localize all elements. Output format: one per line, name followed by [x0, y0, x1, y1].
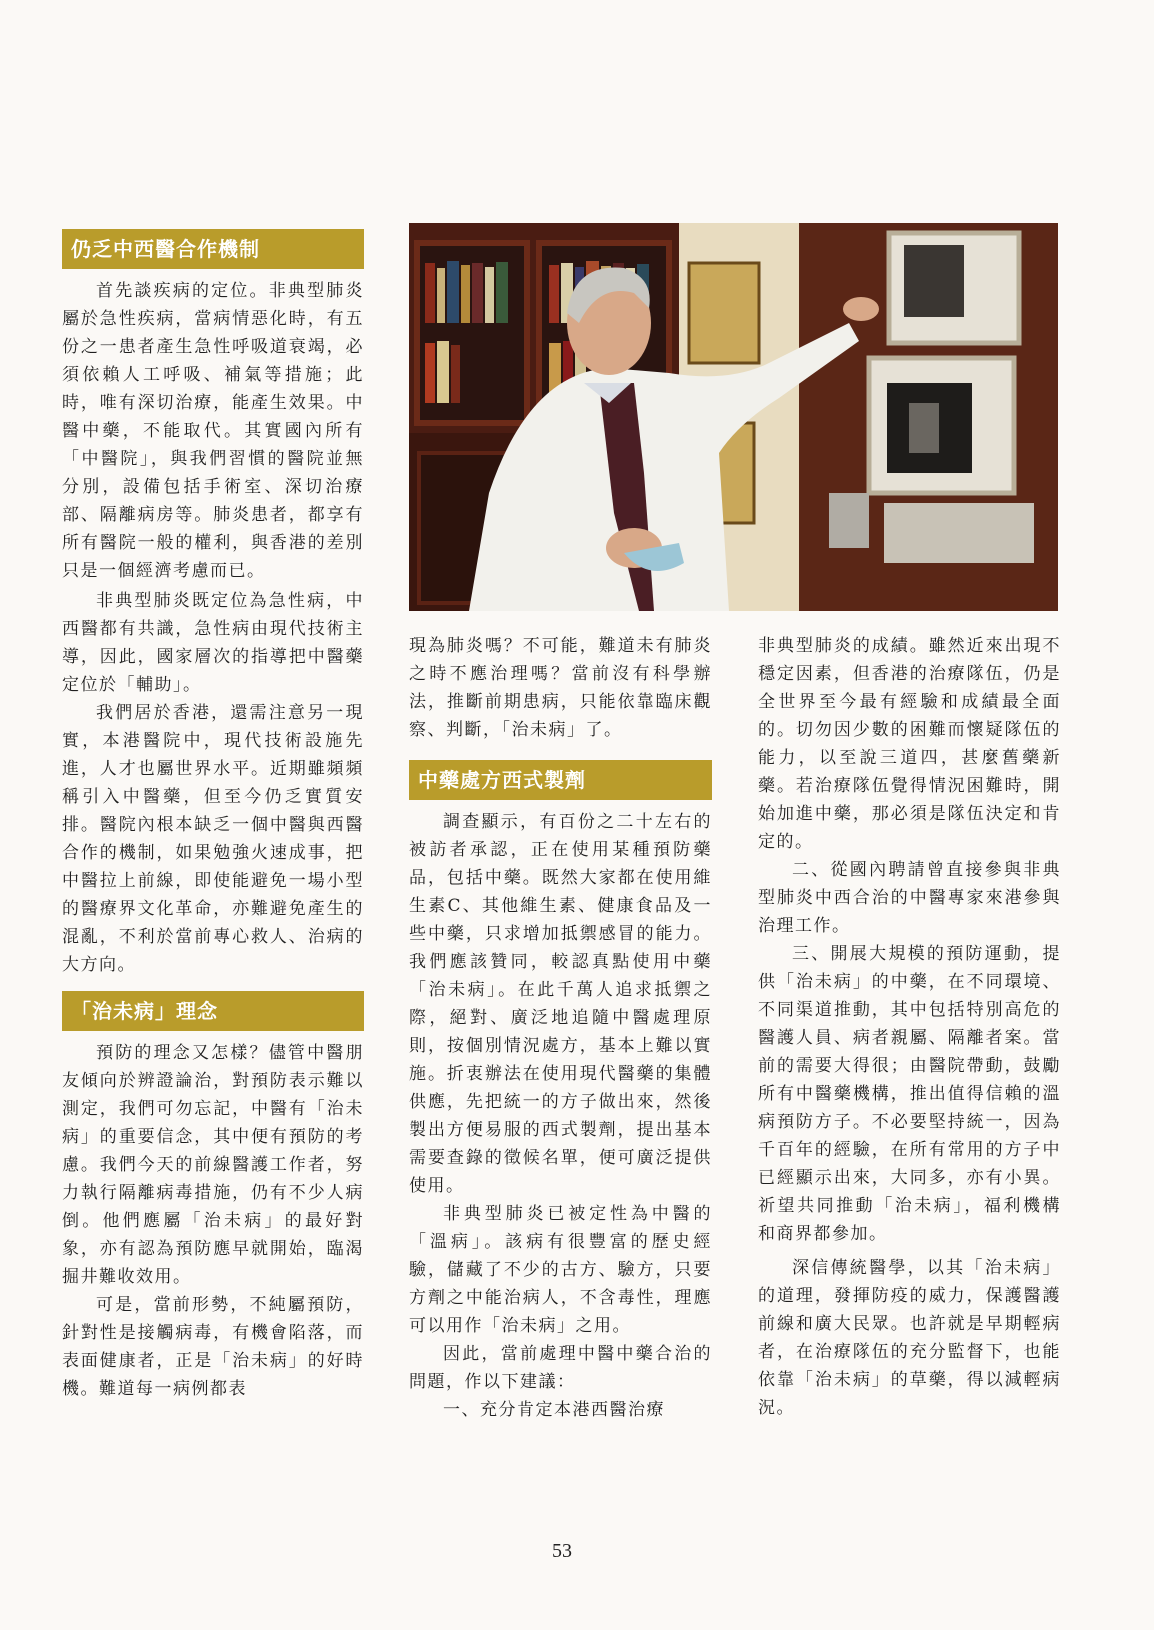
column-left [62, 225, 364, 1403]
column-right [758, 632, 1061, 1422]
body-paragraph: 二、從國內聘請曾直接參與非典型肺炎中西合治的中醫專家來港參與治理工作。 [758, 860, 1061, 936]
page-number: 53 [552, 1540, 572, 1562]
section-heading-prevention: 「治未病」理念 [62, 991, 364, 1031]
body-paragraph: 首先談疾病的定位。非典型肺炎屬於急性疾病，當病情惡化時，有五份之一患者產生急性呼吸道衰竭，必須依賴人工呼吸、補氣等措施；此時，唯有深切治療，能產生效果。中醫中藥，不能取代。其實國內所有「中醫院」，與我們習慣的醫院並無分別，設備包括手術室、深切治療部、隔離病房等。肺炎患者，都享有所有醫院一般的權利，與香港的差別只是一個經濟考慮而已。 [62, 281, 364, 581]
article-photo [409, 223, 1058, 611]
body-paragraph: 非典型肺炎既定位為急性病，中西醫都有共識，急性病由現代技術主導，因此，國家層次的指導把中醫藥定位於「輔助」。 [62, 591, 364, 695]
body-paragraph: 我們居於香港，還需注意另一現實，本港醫院中，現代技術設施先進，人才也屬世界水平。近期雖頻頻稱引入中醫藥，但至今仍乏實質安排。醫院內根本缺乏一個中醫與西醫合作的機制，如果勉強火速成事，把中醫拉上前線，即使能避免一場小型的醫療界文化革命，亦難避免產生的混亂，不利於當前專心救人、治病的大方向。 [62, 703, 364, 975]
body-paragraph: 三、開展大規模的預防運動，提供「治未病」的中藥，在不同環境、不同渠道推動，其中包括特別高危的醫護人員、病者親屬、隔離者案。當前的需要大得很；由醫院帶動，鼓勵所有中醫藥機構，推出值得信賴的溫病預防方子。不必要堅持統一，因為千百年的經驗，在所有常用的方子中已經顯示出來，大同多，亦有小異。祈望共同推動「治未病」，福利機構和商界都參加。 [758, 944, 1061, 1244]
body-paragraph: 現為肺炎嗎？不可能，難道未有肺炎之時不應治理嗎？當前沒有科學辦法，推斷前期患病，只能依靠臨床觀察、判斷，「治未病」了。 [409, 636, 712, 740]
body-paragraph: 因此，當前處理中醫中藥合治的問題，作以下建議： [409, 1344, 712, 1392]
body-paragraph: 非典型肺炎的成績。雖然近來出現不穩定因素，但香港的治療隊伍，仍是全世界至今最有經驗和成績最全面的。切勿因少數的困難而懷疑隊伍的能力，以至說三道四，甚麼舊藥新藥。若治療隊伍覺得情況困難時，開始加進中藥，那必須是隊伍決定和肯定的。 [758, 636, 1061, 852]
column-middle [409, 632, 712, 1424]
section-heading-cooperation: 仍乏中西醫合作機制 [62, 229, 364, 269]
body-paragraph: 可是，當前形勢，不純屬預防，針對性是接觸病毒，有機會陷落，而表面健康者，正是「治未病」的好時機。難道每一病例都表 [62, 1295, 364, 1399]
body-paragraph: 深信傳統醫學，以其「治未病」的道理，發揮防疫的威力，保護醫護前線和廣大民眾。也許就是早期輕病者，在治療隊伍的充分監督下，也能依靠「治未病」的草藥，得以減輕病況。 [758, 1258, 1061, 1418]
body-paragraph: 預防的理念又怎樣？儘管中醫朋友傾向於辨證論治，對預防表示難以測定，我們可勿忘記，中醫有「治未病」的重要信念，其中便有預防的考慮。我們今天的前線醫護工作者，努力執行隔離病毒措施，仍有不少人病倒。他們應屬「治未病」的最好對象，亦有認為預防應早就開始，臨渴掘井難收效用。 [62, 1043, 364, 1287]
photo-doctor-pointing-icon [409, 223, 1058, 611]
body-paragraph: 一、充分肯定本港西醫治療 [443, 1400, 665, 1420]
body-paragraph: 調查顯示，有百份之二十左右的被訪者承認，正在使用某種預防藥品，包括中藥。既然大家都在使用維生素C、其他維生素、健康食品及一些中藥，只求增加抵禦感冒的能力。我們應該贊同，較認真點使用中藥「治未病」。在此千萬人追求抵禦之際，絕對、廣泛地追隨中醫處理原則，按個別情況處方，基本上難以實施。折衷辦法在使用現代醫藥的集體供應，先把統一的方子做出來，然後製出方便易服的西式製劑，提出基本需要查錄的徵候名單，便可廣泛提供使用。 [409, 812, 712, 1196]
body-paragraph: 非典型肺炎已被定性為中醫的「溫病」。該病有很豐富的歷史經驗，儲藏了不少的古方、驗方，只要方劑之中能治病人，不含毒性，理應可以用作「治未病」之用。 [409, 1204, 712, 1336]
section-heading-prescription: 中藥處方西式製劑 [409, 760, 712, 800]
